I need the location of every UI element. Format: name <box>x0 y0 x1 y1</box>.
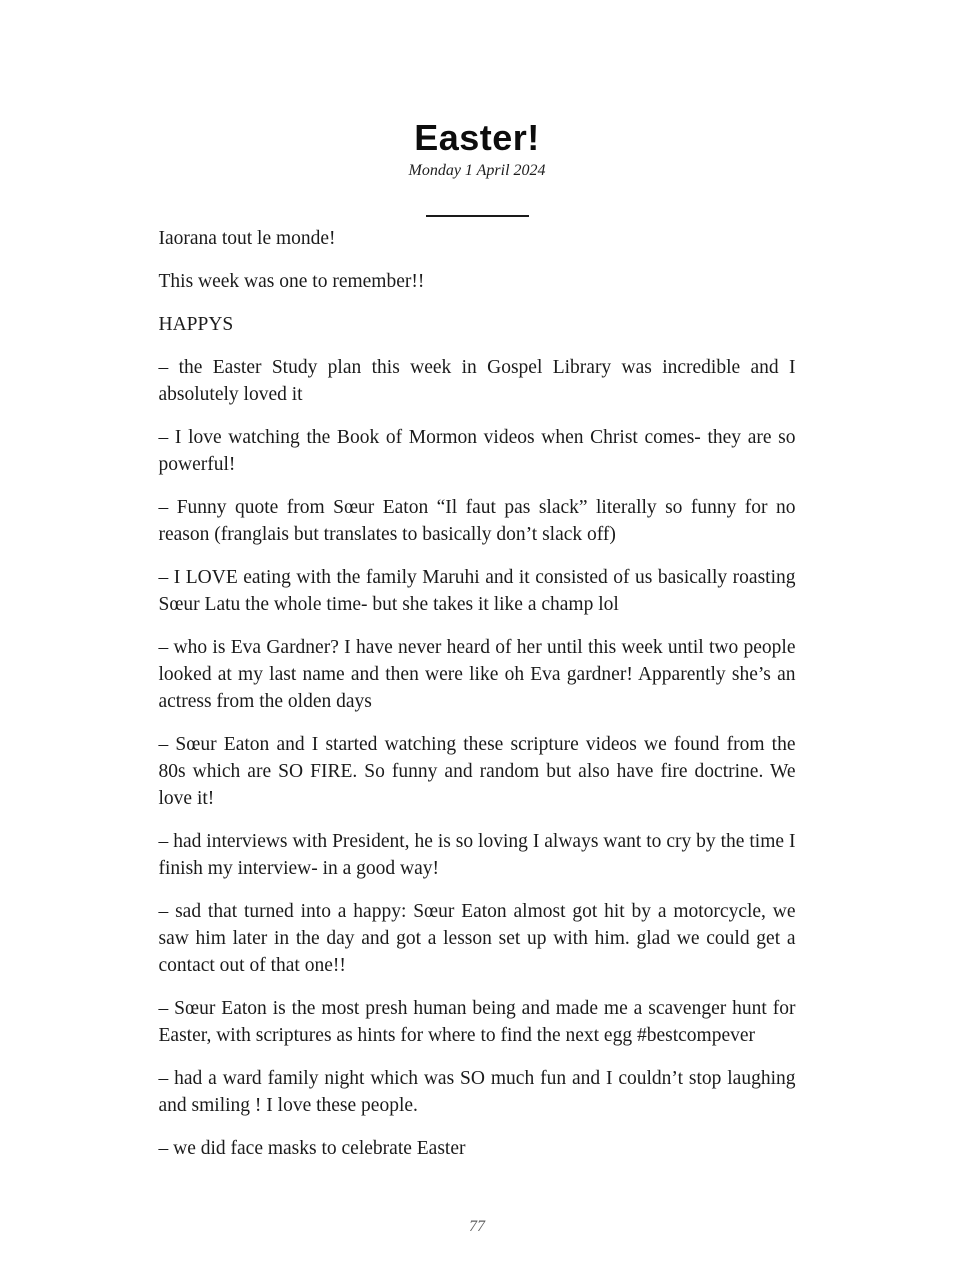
paragraph: – I love watching the Book of Mormon videos when Christ comes- they are so powerful! <box>158 427 796 475</box>
paragraph: – Sœur Eaton is the most presh human being and made me a scavenger hunt for Easter, with scriptures as hints for where to find the next egg #bestcompever <box>158 998 796 1046</box>
page-footer <box>0 1218 954 1236</box>
paragraph: – sad that turned into a happy: Sœur Eaton almost got hit by a motorcycle, we saw him later in the day and got a lesson set up with him. glad we could get a contact out of that one!! <box>158 901 796 976</box>
paragraph: – I LOVE eating with the family Maruhi and it consisted of us basically roasting Sœur Latu the whole time- but she takes it like a champ lol <box>158 567 796 615</box>
paragraph: – Sœur Eaton and I started watching these scripture videos we found from the 80s which are SO FIRE. So funny and random but also have fire doctrine. We love it! <box>158 734 796 809</box>
post-body <box>159 225 796 1162</box>
paragraph: HAPPYS <box>158 314 234 335</box>
post-title: Easter! <box>414 117 540 158</box>
paragraph: – the Easter Study plan this week in Gospel Library was incredible and I absolutely loved it <box>158 357 796 405</box>
post-header <box>0 0 954 217</box>
paragraph: – Funny quote from Sœur Eaton “Il faut pas slack” literally so funny for no reason (franglais but translates to basically don’t slack off) <box>158 497 796 545</box>
paragraph: This week was one to remember!! <box>158 271 425 292</box>
paragraph: – had interviews with President, he is so loving I always want to cry by the time I finish my interview- in a good way! <box>158 831 796 879</box>
paragraph: Iaorana tout le monde! <box>158 228 336 249</box>
page-number: 77 <box>469 1218 485 1235</box>
header-divider <box>426 215 529 217</box>
paragraph: – who is Eva Gardner? I have never heard of her until this week until two people looked at my last name and then were like oh Eva gardner! Apparently she’s an actress from the olden days <box>158 637 796 712</box>
paragraph: – had a ward family night which was SO much fun and I couldn’t stop laughing and smiling ! I love these people. <box>158 1068 796 1116</box>
paragraph: – we did face masks to celebrate Easter <box>158 1138 466 1159</box>
post-date: Monday 1 April 2024 <box>408 162 546 179</box>
